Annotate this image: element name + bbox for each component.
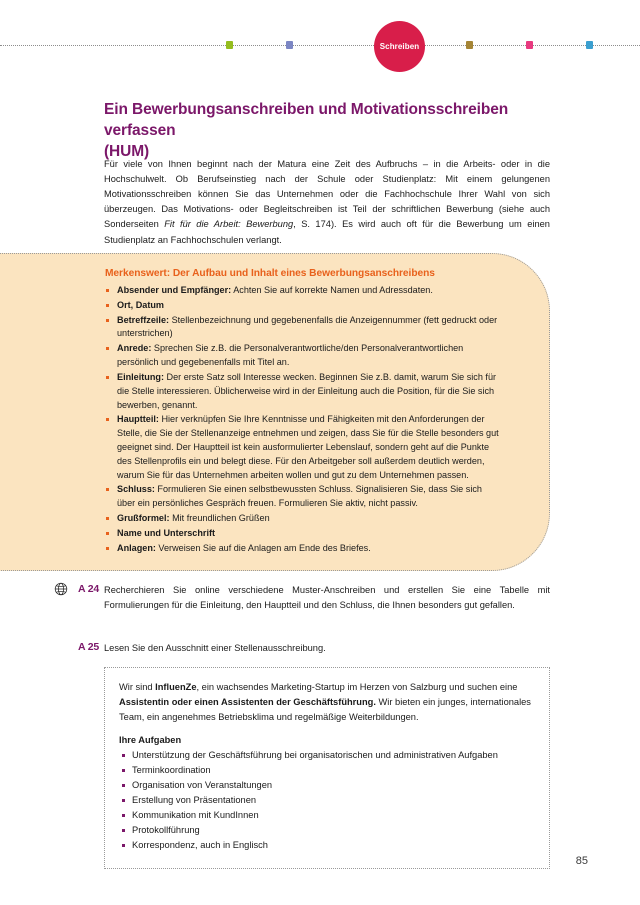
job-tasks-list — [119, 748, 535, 854]
company-name: InfluenZe — [155, 682, 197, 692]
job-tasks-subheading: Ihre Aufgaben — [119, 734, 182, 745]
exercise-a25-text: Lesen Sie den Ausschnitt einer Stellenausschreibung. — [104, 643, 326, 653]
note-box-item-text: Formulieren Sie einen selbstbewussten Schluss. Signalisieren Sie, dass Sie sich über ein persönliches Gespräch freuen. Formulieren Sie aktiv, nicht passiv. — [117, 484, 482, 509]
note-box-item — [105, 371, 501, 412]
note-box-item — [105, 542, 501, 556]
page-number: 85 — [575, 855, 588, 867]
job-intro-part1: Wir sind — [119, 682, 156, 692]
note-box-item-lead: Absender und Empfänger: — [117, 285, 232, 295]
note-box-list — [105, 284, 501, 555]
chapter-badge-label: Schreiben — [379, 42, 420, 51]
note-box-item-text: Achten Sie auf korrekte Namen und Adressdaten. — [231, 285, 433, 295]
job-position-title: Assistentin oder einen Assistenten der Geschäftsführung. — [119, 696, 376, 707]
page-title — [104, 100, 550, 163]
intro-paragraph — [104, 157, 550, 247]
job-task-item: Organisation von Veranstaltungen — [119, 778, 535, 793]
note-box-item — [105, 299, 501, 313]
note-box-item — [105, 342, 501, 370]
rule-dot-green — [226, 41, 233, 49]
intro-text-part1: Für viele von Ihnen beginnt nach der Matura eine Zeit des Aufbruchs – in die Arbeits- oder in die Hochschulwelt. Ob Berufseinstieg nach der Schule oder Studienplatz: Mit einem gelungenen Motivationsschreiben können Sie das Unternehmen oder die Fachhochschule Ihrer Wahl von sich überzeugen. Das Motivations- oder Begleitschreiben ist Teil der schriftlichen Bewerbung (siehe auch Sonderseiten — [104, 159, 550, 230]
note-box-title: Merkenswert: Der Aufbau und Inhalt eines Bewerbungsanschreibens — [105, 268, 435, 279]
job-task-item: Erstellung von Präsentationen — [119, 793, 535, 808]
note-box-item — [105, 512, 501, 526]
note-box-item-lead: Hauptteil: — [117, 414, 159, 425]
job-intro-part3: Wir bieten ein junges, internationales Team, ein angenehmes Betriebsklima und regelmäßige Weiterbildungen. — [119, 696, 531, 722]
exercise-a24 — [78, 583, 550, 613]
rule-dot-cyan — [586, 41, 593, 49]
note-box-item-text: Verweisen Sie auf die Anlagen am Ende des Briefes. — [155, 542, 371, 553]
globe-icon — [54, 582, 68, 596]
note-box-item-text: Sprechen Sie z.B. die Personalverantwortliche/den Personalverantwortlichen persönlich und gegebenenfalls mit Titel an. — [117, 343, 464, 368]
note-box-item-text: Hier verknüpfen Sie Ihre Kenntnisse und Fähigkeiten mit den Anforderungen der Stelle, die Sie der Stellenanzeige entnehmen und zeigen, dass Sie für die Stelle besonders gut geeignet sind. Der Hauptteil ist kein ausformulierter Lebenslauf, sondern geht auf die Punkte des Stellenprofils ein und belegt diese. Für den Arbeitgeber soll außerdem deutlich werden, warum Sie für das Unternehmen arbeiten wollen und gut zu dem Unternehmen passen. — [117, 414, 499, 480]
chapter-badge — [374, 21, 425, 72]
intro-reference-italic: Fit für die Arbeit: Bewerbung — [164, 219, 294, 230]
exercise-a24-text: Recherchieren Sie online verschiedene Muster-Anschreiben und erstellen Sie eine Tabelle mit Formulierungen für die Einleitung, den Hauptteil und den Schluss, die Ihnen besonders gut gefallen. — [104, 585, 550, 611]
page-title-line1: Ein Bewerbungsanschreiben und Motivationsschreiben verfassen — [104, 101, 509, 140]
note-box-item-lead: Betreffzeile: — [117, 314, 170, 325]
job-task-item: Korrespondenz, auch in Englisch — [119, 838, 535, 853]
note-box-item-text: Mit freundlichen Grüßen — [169, 513, 270, 523]
job-posting-intro — [119, 680, 535, 725]
note-box-item — [105, 413, 501, 482]
rule-dot-pink — [526, 41, 533, 49]
note-box-item-text: Der erste Satz soll Interesse wecken. Beginnen Sie z.B. damit, warum Sie sich für die Stelle interessieren. Üblicherweise wird in der Einleitung auch die Position, für die Sie sich bewerben, genannt. — [117, 371, 497, 410]
job-task-item: Kommunikation mit KundInnen — [119, 808, 535, 823]
merkenswert-note-box — [0, 253, 550, 571]
note-box-item-lead: Schluss: — [117, 484, 155, 495]
note-box-item — [105, 483, 501, 511]
page-title-line2: (HUM) — [104, 143, 150, 161]
note-box-item-lead: Einleitung: — [117, 371, 164, 382]
job-task-item: Protokollführung — [119, 823, 535, 838]
job-task-item: Terminkoordination — [119, 763, 535, 778]
exercise-a25-code: A 25 — [78, 641, 99, 653]
rule-dot-blue — [286, 41, 293, 49]
note-box-item — [105, 314, 501, 342]
job-posting-box — [104, 667, 550, 869]
rule-dot-olive — [466, 41, 473, 49]
note-box-item — [105, 284, 501, 298]
note-box-item-lead: Anlagen: — [117, 542, 156, 553]
exercise-a24-code: A 24 — [78, 583, 99, 595]
intro-text-part2: , S. 174). Es wird auch oft für die Bewerbung um einen Studienplatz an Fachhochschulen verlangt. — [104, 219, 550, 245]
exercise-a25 — [78, 641, 550, 656]
note-box-item — [105, 527, 501, 541]
note-box-item-lead: Anrede: — [117, 343, 152, 354]
note-box-item-lead: Grußformel: — [117, 513, 170, 523]
note-box-item-lead: Ort, Datum — [117, 299, 164, 310]
note-box-item-text: Stellenbezeichnung und gegebenenfalls die Anzeigennummer (fett gedruckt oder unterstrichen) — [117, 314, 498, 339]
header-divider-line — [0, 45, 640, 46]
job-task-item: Unterstützung der Geschäftsführung bei organisatorischen und administrativen Aufgaben — [119, 748, 535, 763]
note-box-item-lead: Name und Unterschrift — [117, 527, 216, 538]
page-header — [0, 0, 640, 80]
job-intro-part2: , ein wachsendes Marketing-Startup im Herzen von Salzburg und suchen eine — [196, 682, 518, 692]
